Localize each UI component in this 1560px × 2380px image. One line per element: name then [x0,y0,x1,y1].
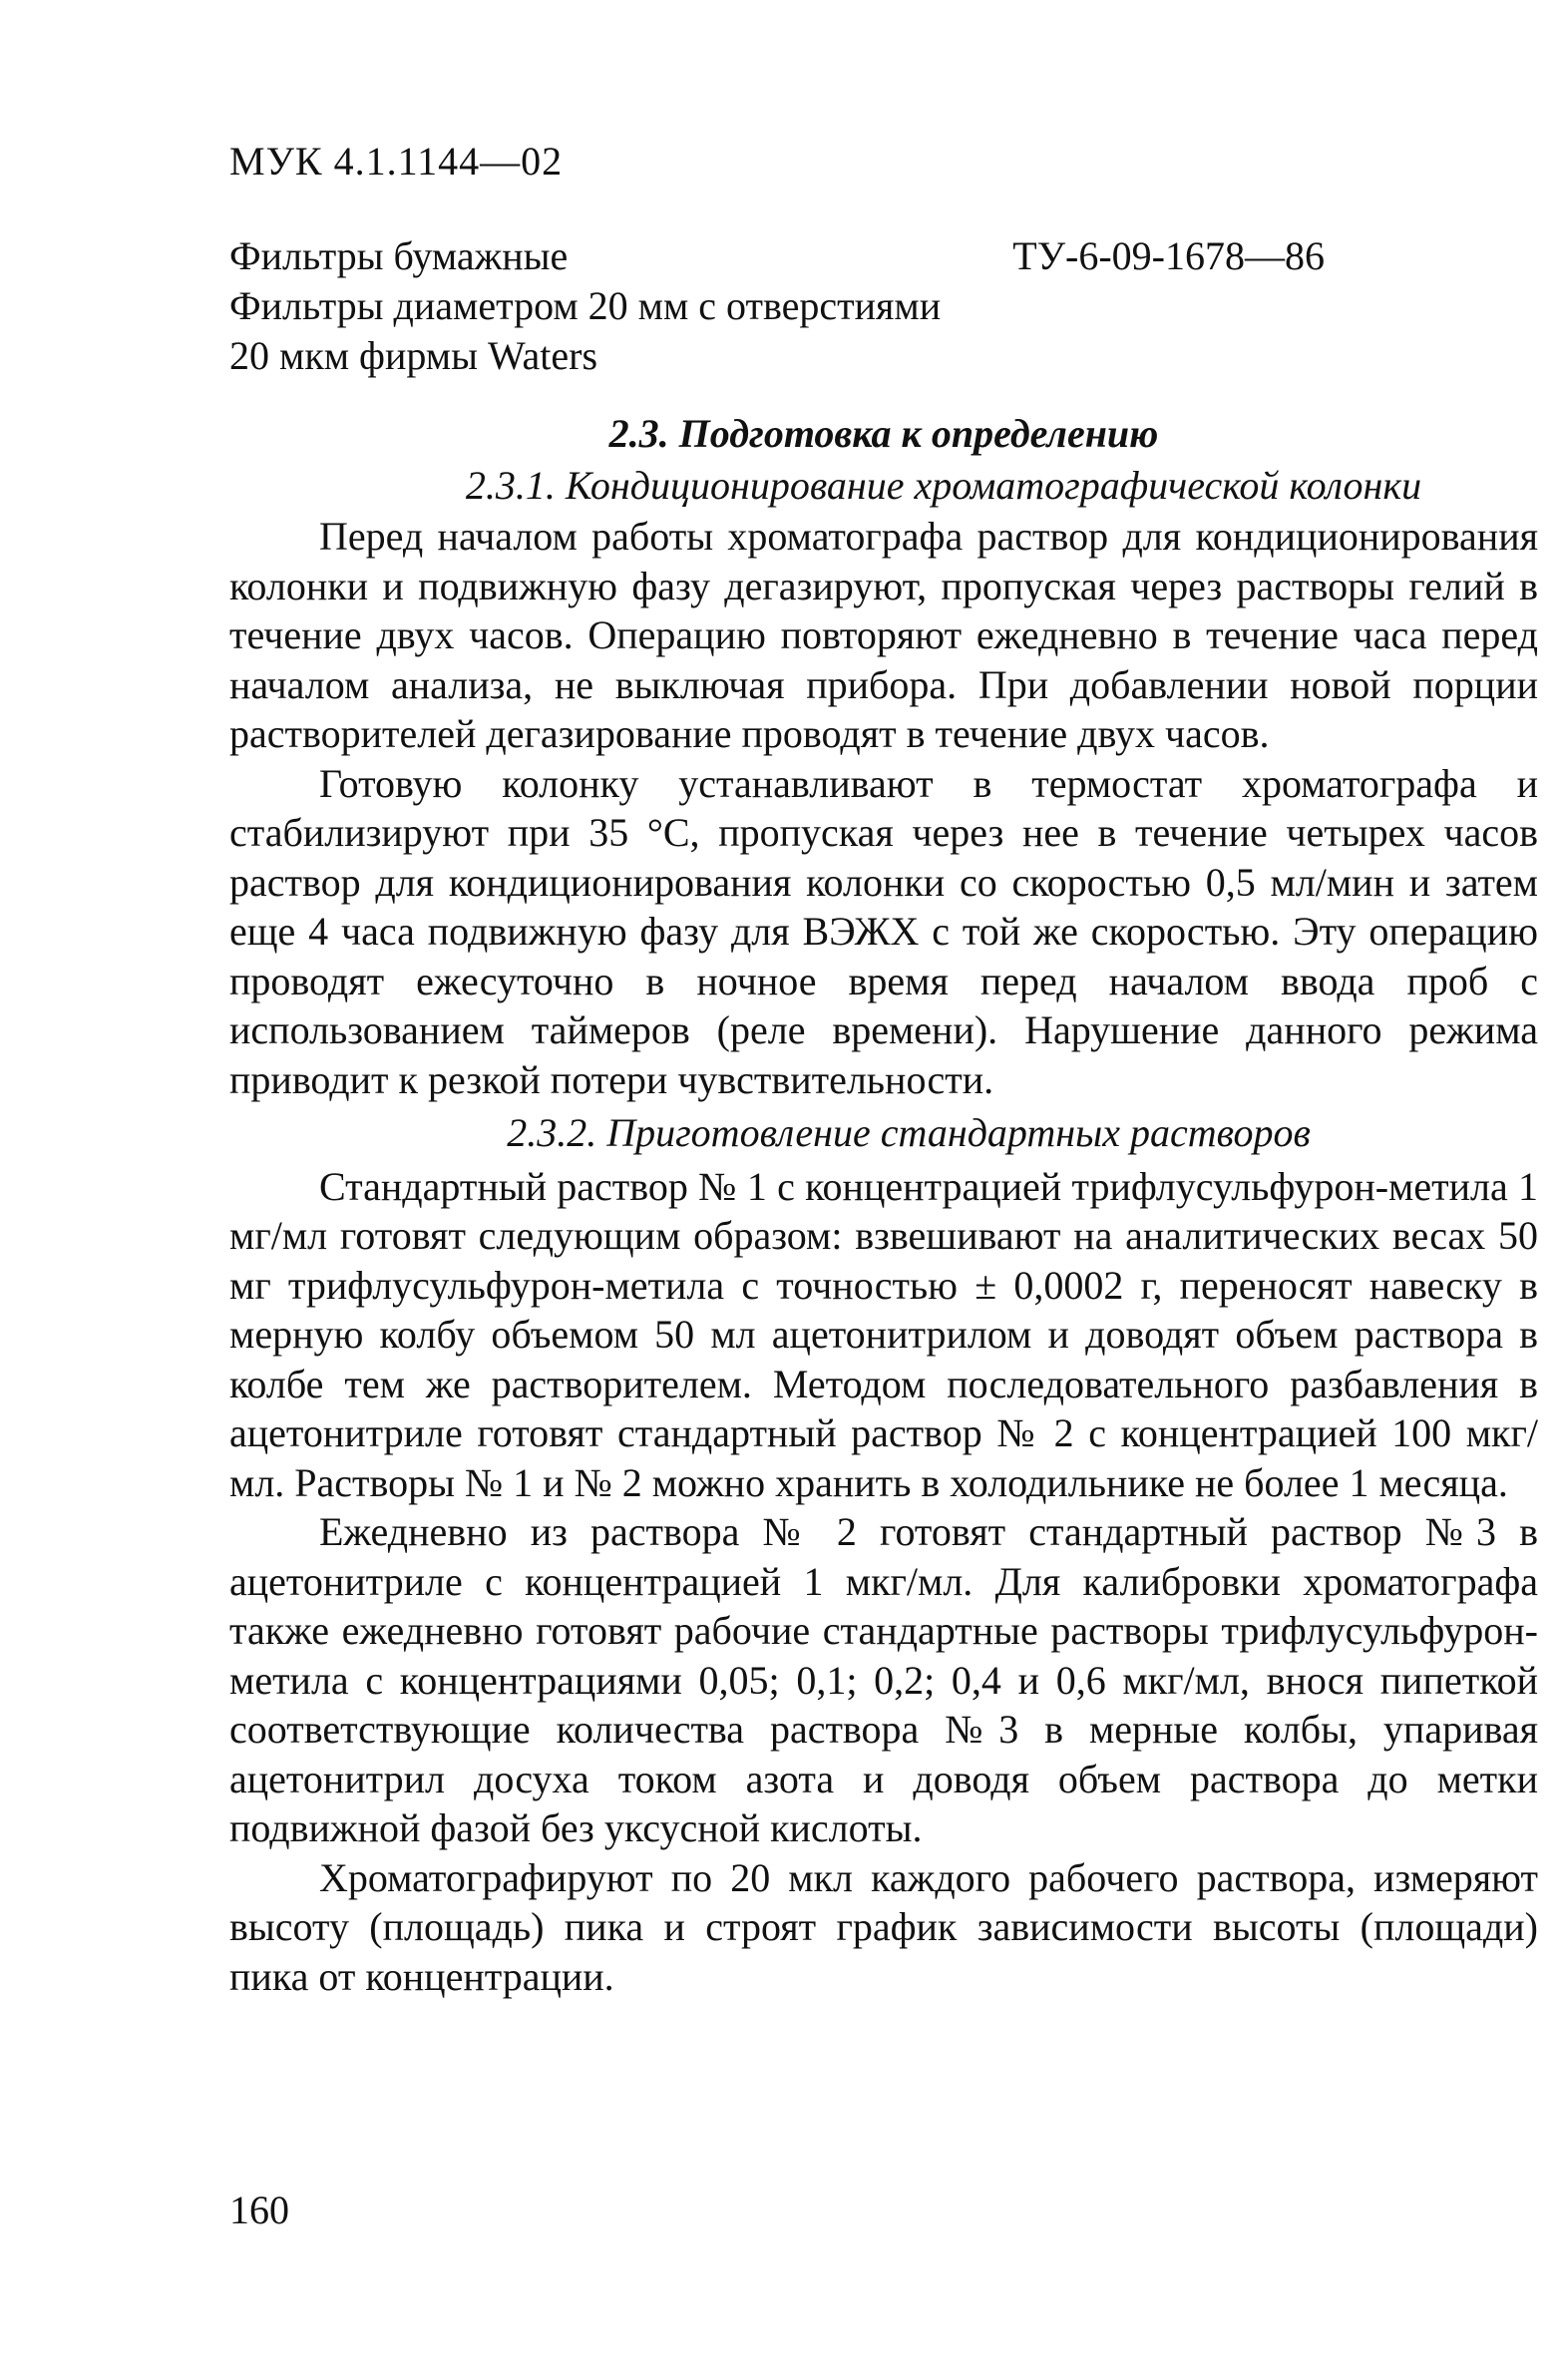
page-number: 160 [229,2187,289,2232]
paragraph: Ежедневно из раствора № 2 готовят стандартный раствор №3 в ацетонитриле с концентрацией 1 мкг/мл. Для калибровки хроматографа также ежедневно готовят рабочие стандартные растворы трифлусульфурон-метила с концентрациями 0,05; 0,1; 0,2; 0,4 и 0,6 мкг/мл, внося пипеткой соответствующие количества раствора №3 в мерные колбы, упаривая ацетонитрил досуха током азота и доводя объем раствора до метки подвижной фазой без уксусной кислоты. [229,1509,1538,1850]
requirement-name: Фильтры диаметром 20 мм с отверстиями [229,283,942,328]
requirement-name: Фильтры бумажные [229,233,569,278]
requirements-list [229,231,1337,381]
section-body [229,409,1538,2001]
paragraph: Стандартный раствор № 1 с концентрацией трифлусульфурон-метила 1 мг/мл готовят следующим образом: взвешивают на аналитических весах 50 мг трифлусульфурон-метила с точностью ± 0,0002 г, переносят навеску в мерную колбу объемом 50 мл ацетонитрилом и доводят объем раствора в колбе тем же растворителем. Методом последовательного разбавления в ацетонитриле готовят стандартный раствор № 2 с концентрацией 100 мкг/мл. Растворы № 1 и № 2 можно хранить в холодильнике не более 1 месяца. [229,1163,1538,1505]
requirement-row [229,281,1337,331]
requirement-name: 20 мкм фирмы Waters [229,333,598,378]
paragraph: Готовую колонку устанавливают в термостат хроматографа и стабилизируют при 35 °С, пропуская через нее в течение четырех часов раствор для кондиционирования колонки со скоростью 0,5 мл/мин и затем еще 4 часа подвижную фазу для ВЭЖХ с той же скоростью. Эту операцию проводят ежесуточно в ночное время перед началом ввода проб с использованием таймеров (реле времени). Нарушение данного режима приводит к резкой потери чувствительности. [229,760,1538,1102]
requirement-standard: ТУ-6-09-1678—86 [1012,233,1325,278]
requirement-row [229,331,1337,381]
requirement-row [229,231,1337,281]
document-code: МУК 4.1.1144—02 [229,139,564,184]
requirement-standard [1325,281,1337,331]
requirement-standard [1325,331,1337,381]
subsection-heading-2-3-2: 2.3.2. Приготовление стандартных растворов [507,1110,1311,1155]
paragraph: Перед началом работы хроматографа раствор для кондиционирования колонки и подвижную фазу дегазируют, пропуская через растворы гелий в течение двух часов. Операцию повторяют ежедневно в течение часа перед началом анализа, не выключая прибора. При добавлении новой порции растворителей дегазирование проводят в течение двух часов. [229,514,1538,756]
subsection-heading-2-3-1: 2.3.1. Кондиционирование хроматографической колонки [465,462,1422,508]
section-heading: 2.3. Подготовка к определению [608,411,1159,456]
paragraph: Хроматографируют по 20 мкл каждого рабочего раствора, измеряют высоту (площадь) пика и строят график зависимости высоты (площади) пика от концентрации. [229,1854,1538,1999]
